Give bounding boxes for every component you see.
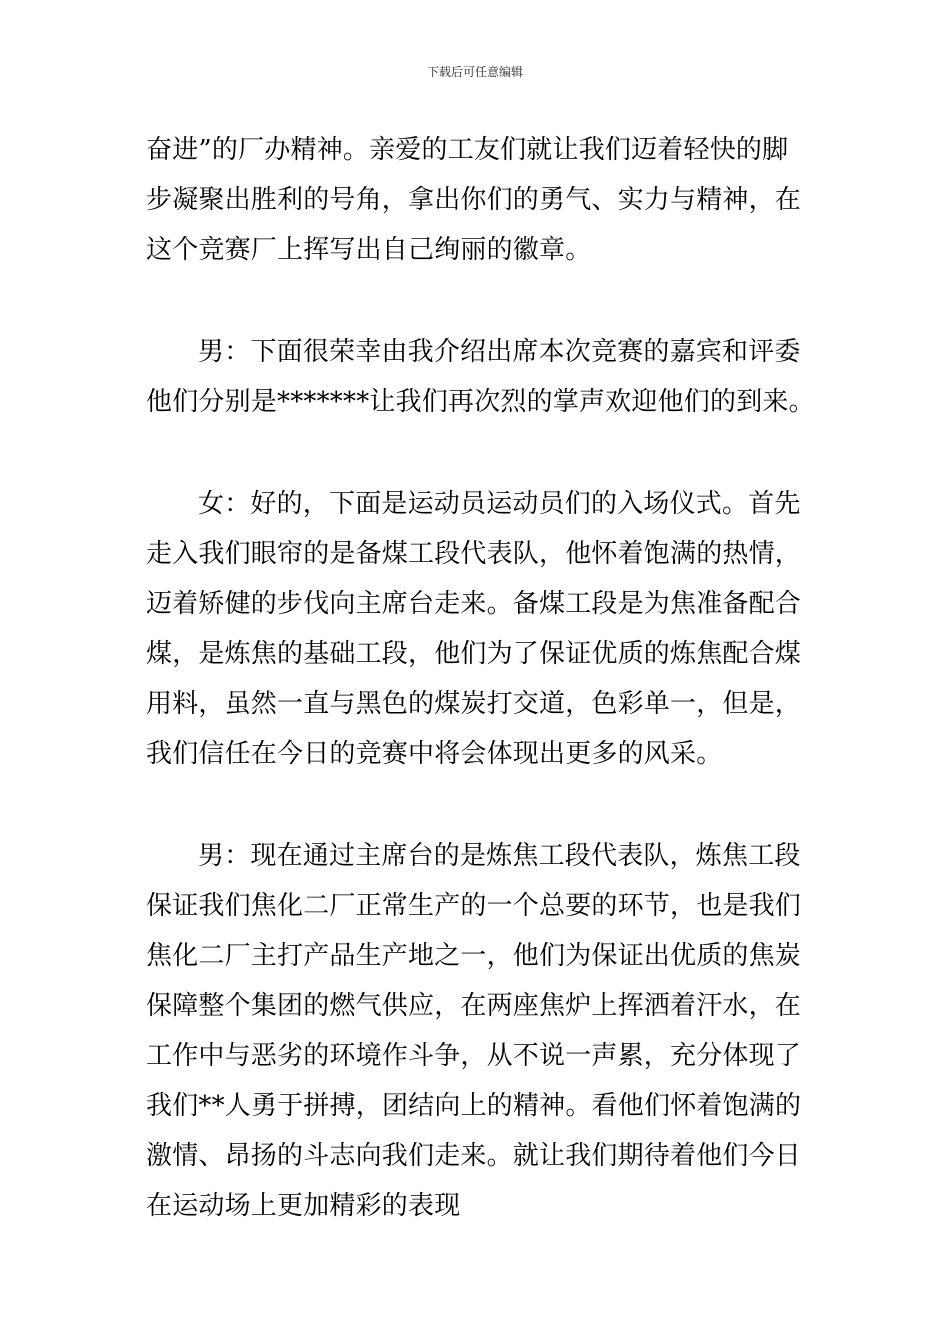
paragraph-2	[146, 327, 815, 427]
text-line: 我们信任在今日的竞赛中将会体现出更多的风采。	[146, 739, 723, 769]
page-header-note: 下载后可任意编辑	[426, 65, 523, 79]
text-line: 步凝聚出胜利的号角，拿出你们的勇气、实力与精神，在	[146, 185, 802, 215]
text-line: 工作中与恶劣的环境作斗争，从不说一声累，充分体现了	[146, 1041, 802, 1071]
paragraph-1	[146, 125, 806, 275]
text-line: 激情、昂扬的斗志向我们走来。就让我们期待着他们今日	[146, 1141, 802, 1171]
text-line: 男：现在通过主席台的是炼焦工段代表队，炼焦工段	[198, 841, 801, 871]
text-line: 他们分别是*******让我们再次烈的掌声欢迎他们的到来。	[146, 387, 815, 417]
text-line: 保障整个集团的燃气供应，在两座焦炉上挥洒着汗水，在	[146, 991, 802, 1021]
paragraph-4	[146, 831, 806, 1231]
text-line: 用料，虽然一直与黑色的煤炭打交道，色彩单一，但是，	[146, 689, 802, 719]
text-line: 迈着矫健的步伐向主席台走来。备煤工段是为焦准备配合	[146, 589, 802, 619]
text-line: 女：好的，下面是运动员运动员们的入场仪式。首先	[198, 489, 801, 519]
text-line: 焦化二厂主打产品生产地之一，他们为保证出优质的焦炭	[146, 941, 802, 971]
document-body	[146, 125, 815, 1231]
text-line: 煤，是炼焦的基础工段，他们为了保证优质的炼焦配合煤	[146, 639, 802, 669]
text-line: 男：下面很荣幸由我介绍出席本次竞赛的嘉宾和评委	[198, 337, 801, 367]
text-line: 这个竞赛厂上挥写出自己绚丽的徽章。	[146, 235, 592, 265]
text-line: 我们**人勇于拼搏，团结向上的精神。看他们怀着饱满的	[146, 1091, 802, 1121]
text-line: 在运动场上更加精彩的表现	[146, 1191, 461, 1221]
text-line: 走入我们眼帘的是备煤工段代表队，他怀着饱满的热情，	[146, 539, 802, 569]
text-line: 保证我们焦化二厂正常生产的一个总要的环节，也是我们	[146, 891, 802, 921]
paragraph-3	[146, 479, 806, 779]
text-line: 奋进”的厂办精神。亲爱的工友们就让我们迈着轻快的脚	[146, 135, 789, 165]
